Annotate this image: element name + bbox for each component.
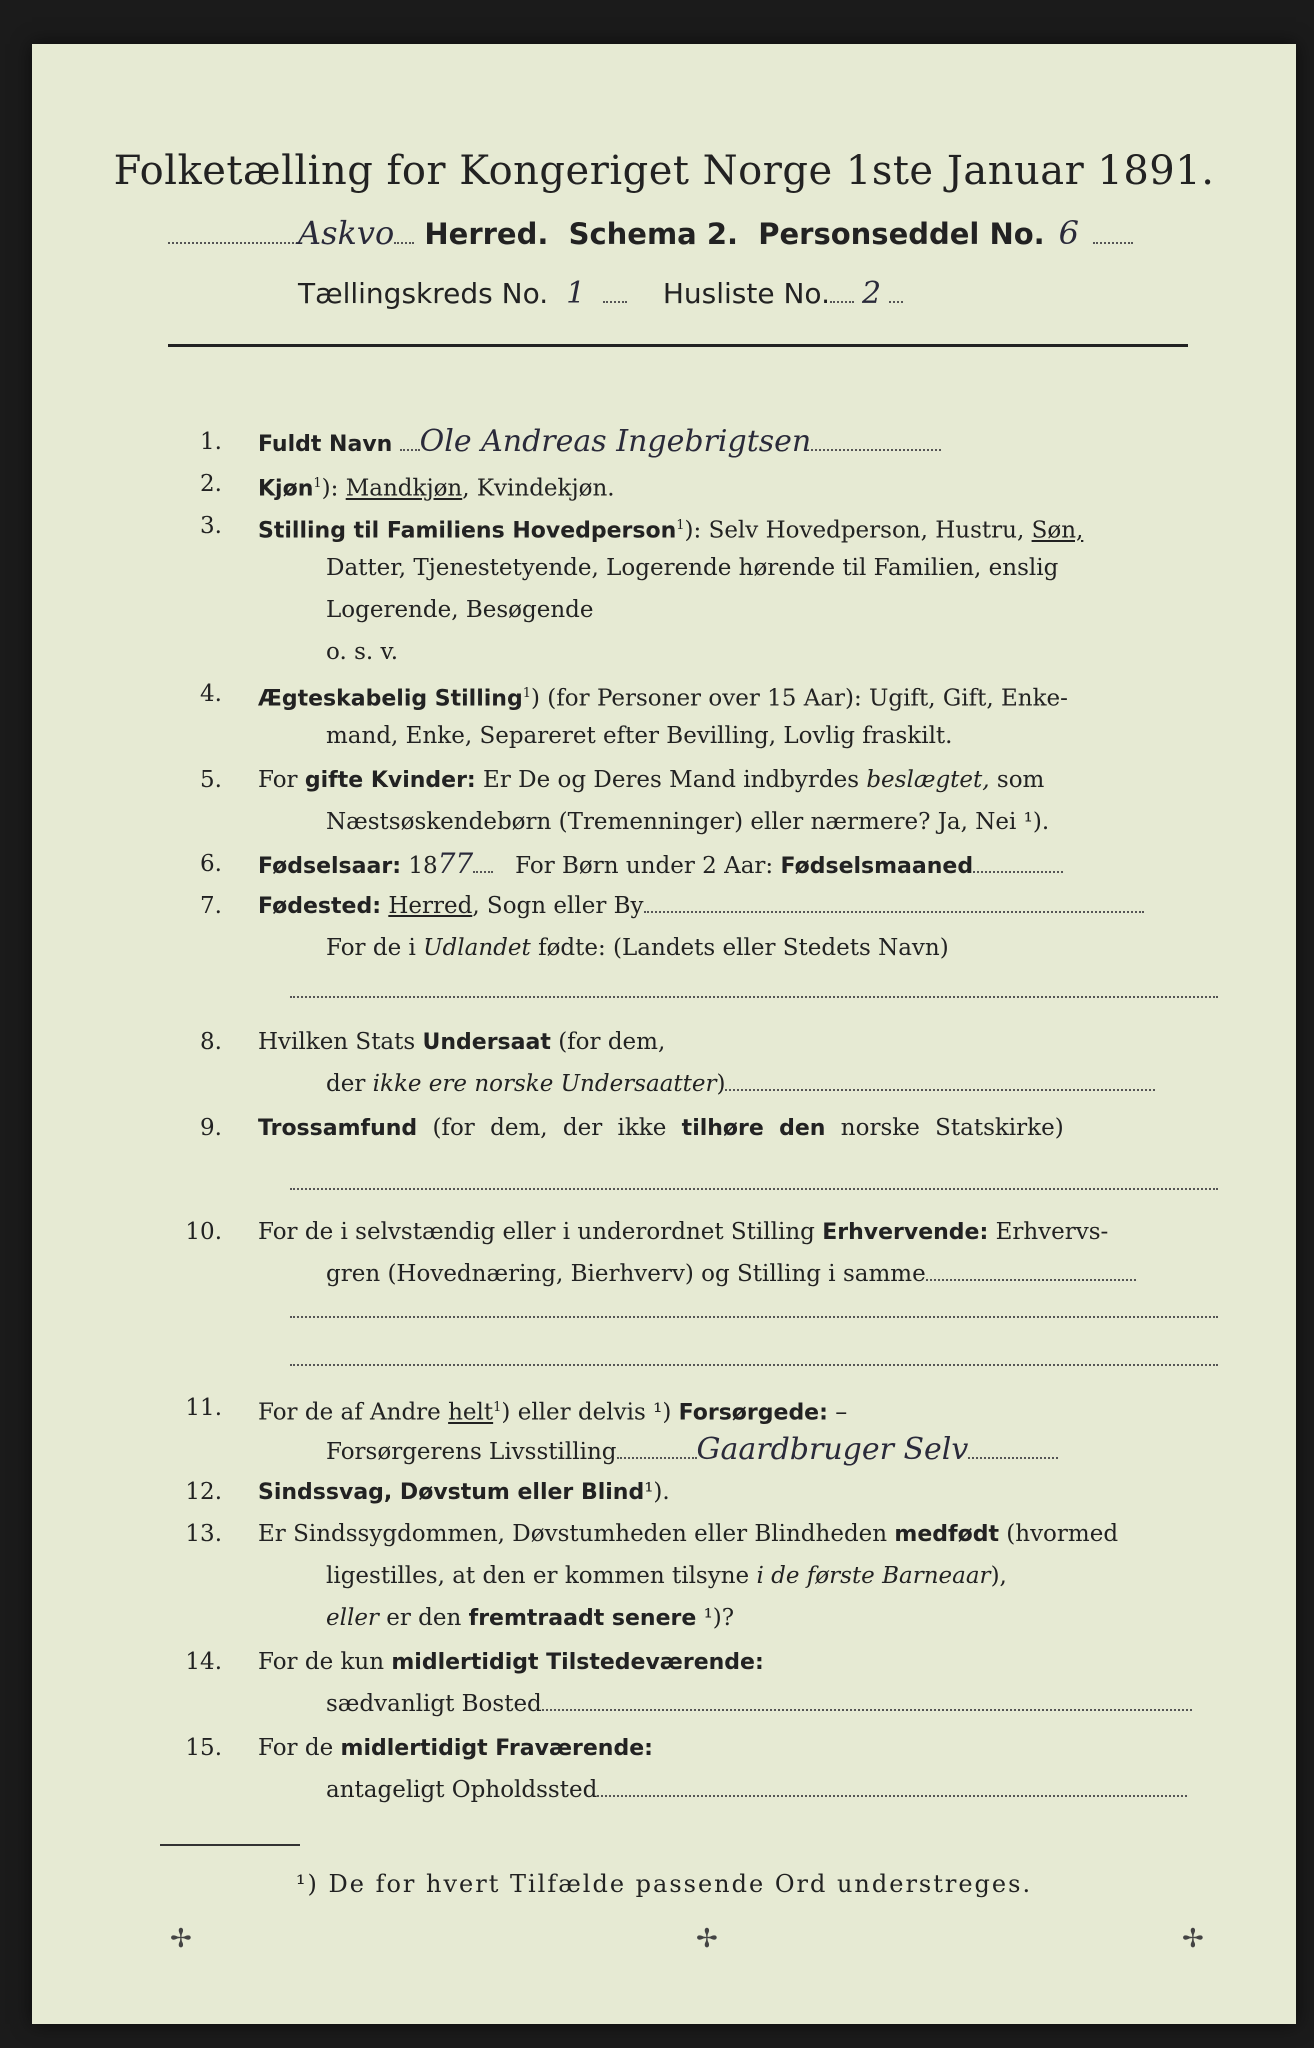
- herred-line: [168, 214, 1228, 252]
- herred-leader: [168, 242, 298, 244]
- herred-label: Herred.: [424, 217, 549, 251]
- census-form: Folketælling for Kongeriget Norge 1ste Januar 1891. Askvo Herred. Schema 2. Personseddel No. 6 Tællingskreds No. 1 Husliste No. 2 1. Fuldt Navn Ole Andreas Ingebrigtsen 2. Kjøn$^1$): Mandkjøn, Kvindekjøn. 3. Stilling til Familiens Hovedperson$^1$): Selv Hovedperson, Hustru, Søn, Datter, Tjenestetyende, Logerende hørende til Familien, enslig Logerende, Besøgende o. s. v. 4. Ægteskabelig Stilling$^1$) (for Personer over 15 Aar): Ugift, Gift, Enke- mand, Enke, Separeret efter Bevilling, Lovlig fraskilt. 5. For gifte Kvinder: Er De og Deres Mand indbyrdes beslægtet, som Næstsøskendebørn (Tremenninger) eller nærmere? Ja, Nei ¹). 6. Fødselsaar: 1877 For Børn under 2 Aar: Fødselsmaaned 7. Fødested: Herred, Sogn eller By For de i Udlandet fødte: (Landets eller Stedets Navn) 8. Hvilken Stats Undersaat (for dem, der ikke ere norske Undersaatter) 9. Trossamfund (for dem, der ikke tilhøre den norske Statskirke) 10. For de i selvstændig eller i underordnet Stilling Erhvervende: Erhvervs- gren (Hovednæring, Bierhverv) og Stilling i samme 11. For de af Andre helt$^1$) eller delvis ¹) Forsørgede: – Forsørgerens Livsstilling Gaardbruger Selv 12. Sindssvag, Døvstum eller Blind¹). 13. Er Sindssygdommen, Døvstumheden eller Blindheden medfødt (hvormed ligestilles, at den er kommen tilsyne i de første Barneaar), eller er den fremtraadt senere ¹)? 14. For de kun midlertidigt Tilstedeværende: sædvanligt Bosted 15. For de midlertidigt Fraværende: antageligt Opholdssted ¹) De for hvert Tilfælde passende Ord understreges. ✢ ✢ ✢: [32, 44, 1296, 2024]
- herred-value[interactable]: Askvo: [298, 214, 395, 252]
- husliste-label: Husliste No.: [662, 277, 830, 310]
- position-option-son-underlined[interactable]: Søn,: [1031, 517, 1084, 544]
- birthplace-abroad-field[interactable]: [290, 996, 1218, 998]
- dependent-option-helt-underlined[interactable]: helt: [448, 1399, 494, 1426]
- husliste-value[interactable]: 2: [861, 276, 882, 311]
- birth-year-value[interactable]: 77: [437, 847, 474, 880]
- religion-field[interactable]: [290, 1188, 1218, 1190]
- provider-occupation-value[interactable]: Gaardbruger Selv: [696, 1432, 969, 1467]
- personseddel-value[interactable]: 6: [1058, 214, 1080, 252]
- sex-option-male-underlined[interactable]: Mandkjøn: [345, 475, 463, 502]
- presumed-residence-field[interactable]: [597, 1795, 1187, 1797]
- fleuron-left-icon: ✢: [170, 1924, 192, 1954]
- form-title: Folketælling for Kongeriget Norge 1ste Januar 1891.: [113, 148, 1215, 194]
- occupation-field-2[interactable]: [290, 1364, 1218, 1366]
- item-1-label: Fuldt Navn: [258, 432, 393, 457]
- footnote-rule: [160, 1844, 300, 1846]
- usual-residence-field[interactable]: [542, 1709, 1192, 1711]
- fleuron-right-icon: ✢: [1182, 1924, 1204, 1954]
- header-rule: [168, 344, 1188, 347]
- taellingskreds-line: [298, 276, 1158, 311]
- fleuron-center-icon: ✢: [696, 1924, 718, 1954]
- schema-label: Schema 2.: [568, 217, 739, 251]
- full-name-value[interactable]: Ole Andreas Ingebrigtsen: [419, 424, 812, 459]
- taellingskreds-value[interactable]: 1: [566, 276, 586, 311]
- occupation-field-1[interactable]: [290, 1316, 1218, 1318]
- personseddel-label: Personseddel No.: [758, 217, 1045, 251]
- taellingskreds-label: Tællingskreds No.: [298, 277, 549, 310]
- citizenship-field[interactable]: [725, 1089, 1155, 1091]
- footnote: ¹) De for hvert Tilfælde passende Ord understreges.: [295, 1870, 1033, 1898]
- birthplace-option-herred-underlined[interactable]: Herred: [388, 893, 473, 919]
